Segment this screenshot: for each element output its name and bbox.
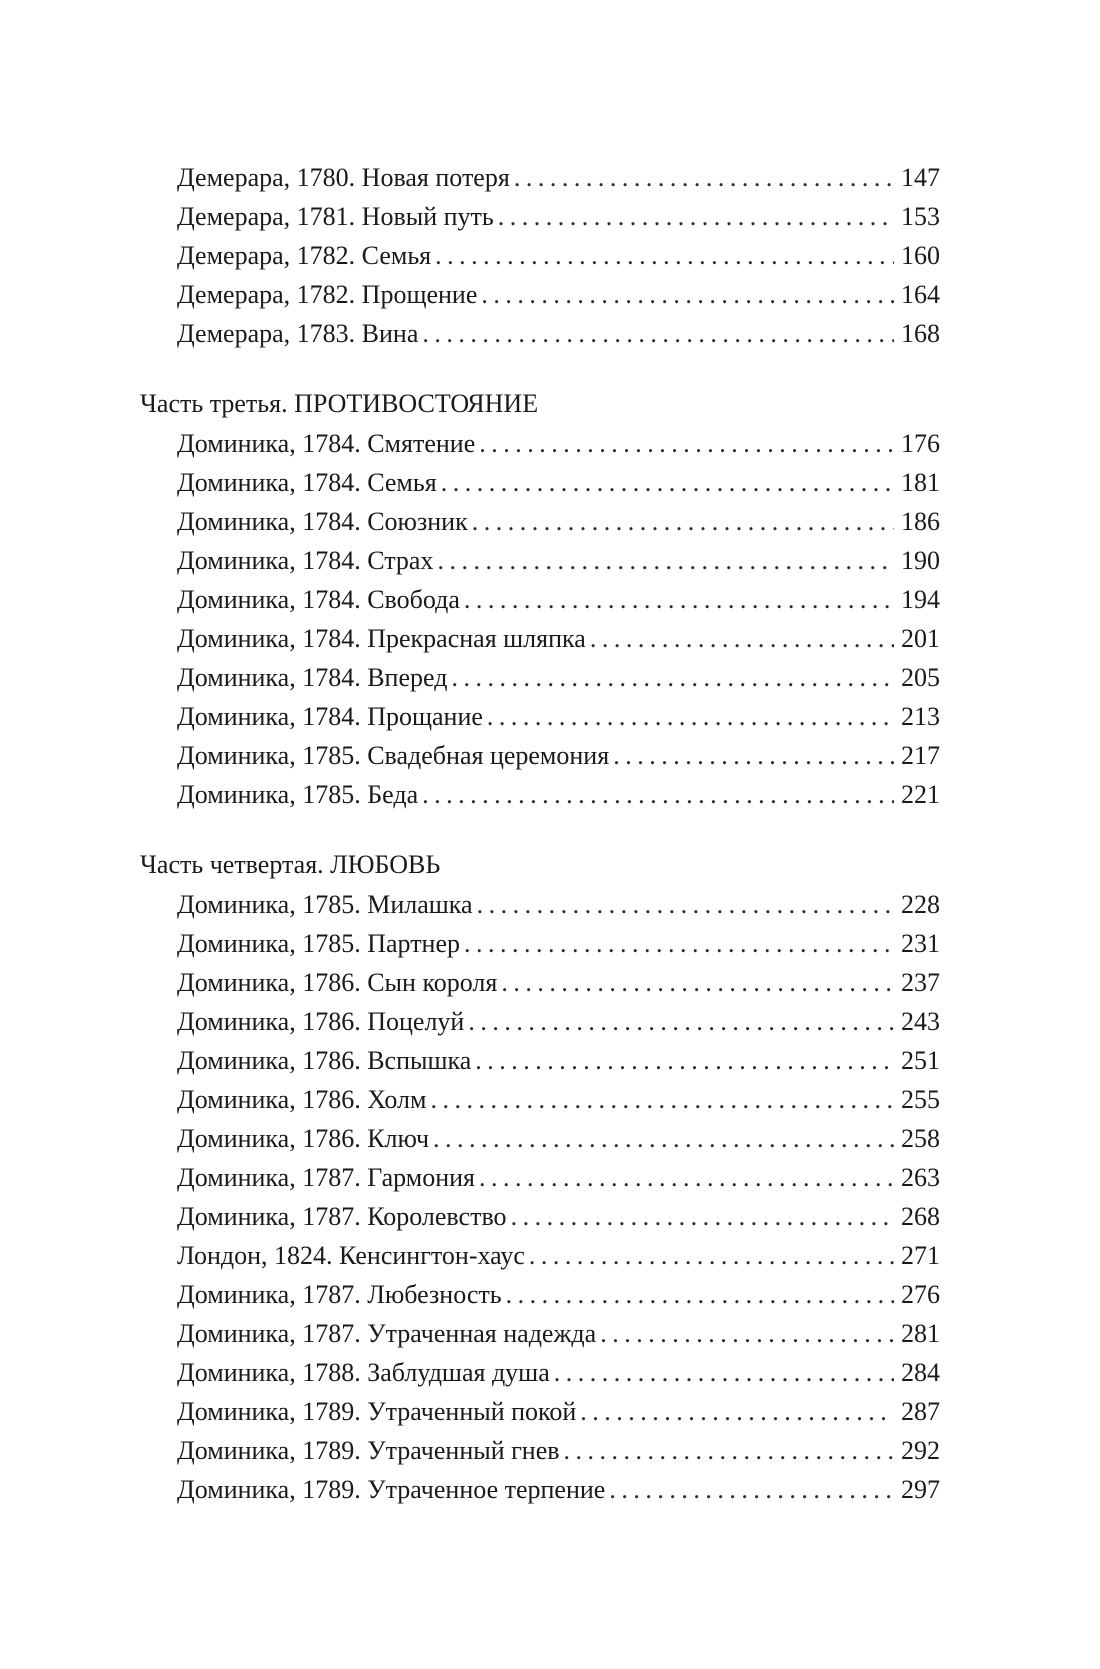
toc-entry xyxy=(140,1080,940,1119)
toc-entry xyxy=(140,963,940,1002)
dot-leader xyxy=(487,697,894,736)
toc-entry-page: 237 xyxy=(901,968,940,997)
toc-entry xyxy=(140,236,940,275)
toc-entry xyxy=(140,1158,940,1197)
toc-group-continued xyxy=(140,158,940,353)
toc-entry-title: Доминика, 1785. Беда xyxy=(177,780,419,809)
toc-entry xyxy=(140,580,940,619)
dot-leader xyxy=(511,1197,894,1236)
toc-entry xyxy=(140,885,940,924)
dot-leader xyxy=(433,1119,894,1158)
toc-entry xyxy=(140,697,940,736)
toc-entry-page: 284 xyxy=(901,1358,940,1387)
toc-entry xyxy=(140,197,940,236)
dot-leader xyxy=(472,502,894,541)
toc-entry xyxy=(140,1197,940,1236)
toc-entry-page: 221 xyxy=(901,780,940,809)
toc-group-part-four xyxy=(140,847,940,1509)
toc-entry-page: 181 xyxy=(901,468,940,497)
toc-entry-page: 263 xyxy=(901,1163,940,1192)
toc-entry-title: Демерара, 1782. Прощение xyxy=(177,280,478,309)
toc-entry-page: 190 xyxy=(901,546,940,575)
dot-leader xyxy=(437,541,894,580)
toc-entry-page: 168 xyxy=(901,319,940,348)
toc-entry-page: 231 xyxy=(901,929,940,958)
toc-entry-title: Доминика, 1789. Утраченный покой xyxy=(177,1397,577,1426)
toc-entry-title: Доминика, 1784. Вперед xyxy=(177,663,448,692)
toc-entry xyxy=(140,619,940,658)
dot-leader xyxy=(430,1080,894,1119)
toc-entry-page: 251 xyxy=(901,1046,940,1075)
toc-entry xyxy=(140,924,940,963)
toc-entry-page: 147 xyxy=(901,163,940,192)
toc-entry-page: 160 xyxy=(901,241,940,270)
toc-group-part-three xyxy=(140,386,940,814)
toc-entry xyxy=(140,1002,940,1041)
toc-entry xyxy=(140,424,940,463)
dot-leader xyxy=(475,1041,894,1080)
dot-leader xyxy=(613,736,894,775)
toc-entry-title: Демерара, 1783. Вина xyxy=(177,319,419,348)
toc-entry-page: 255 xyxy=(901,1085,940,1114)
toc-entry-title: Доминика, 1784. Прекрасная шляпка xyxy=(177,624,586,653)
dot-leader xyxy=(498,197,894,236)
toc-entry xyxy=(140,1314,940,1353)
dot-leader xyxy=(590,619,894,658)
dot-leader xyxy=(435,236,894,275)
toc-entry-title: Доминика, 1784. Свобода xyxy=(177,585,460,614)
toc-entry xyxy=(140,314,940,353)
toc-entry-title: Демерара, 1782. Семья xyxy=(177,241,432,270)
toc-entry-page: 217 xyxy=(901,741,940,770)
toc-entry xyxy=(140,502,940,541)
toc-entry-page: 276 xyxy=(901,1280,940,1309)
dot-leader xyxy=(481,275,894,314)
toc-entry-page: 268 xyxy=(901,1202,940,1231)
dot-leader xyxy=(609,1470,894,1509)
toc-entry-page: 271 xyxy=(901,1241,940,1270)
toc-entry xyxy=(140,158,940,197)
toc-entry xyxy=(140,541,940,580)
dot-leader xyxy=(479,1158,894,1197)
toc-entry xyxy=(140,658,940,697)
toc-entry-title: Доминика, 1786. Поцелуй xyxy=(177,1007,465,1036)
toc-entry-title: Лондон, 1824. Кенсингтон-хаус xyxy=(177,1241,525,1270)
dot-leader xyxy=(479,424,894,463)
toc-entry-page: 287 xyxy=(901,1397,940,1426)
toc-entry-page: 297 xyxy=(901,1475,940,1504)
part-heading: Часть четвертая. ЛЮБОВЬ xyxy=(140,850,441,879)
dot-leader xyxy=(441,463,894,502)
toc-entry-page: 194 xyxy=(901,585,940,614)
table-of-contents xyxy=(140,158,940,1509)
toc-entry-title: Доминика, 1787. Утраченная надежда xyxy=(177,1319,597,1348)
toc-entry-title: Доминика, 1784. Страх xyxy=(177,546,434,575)
part-heading: Часть третья. ПРОТИВОСТОЯНИЕ xyxy=(140,389,539,418)
toc-entry-title: Доминика, 1786. Вспышка xyxy=(177,1046,472,1075)
toc-entry xyxy=(140,463,940,502)
toc-entry-title: Доминика, 1787. Королевство xyxy=(177,1202,507,1231)
toc-entry-title: Доминика, 1789. Утраченное терпение xyxy=(177,1475,606,1504)
toc-entry xyxy=(140,1041,940,1080)
dot-leader xyxy=(564,1431,894,1470)
toc-entry xyxy=(140,736,940,775)
toc-entry xyxy=(140,1431,940,1470)
toc-entry xyxy=(140,1353,940,1392)
toc-entry-title: Доминика, 1786. Сын короля xyxy=(177,968,498,997)
dot-leader xyxy=(580,1392,894,1431)
toc-entry xyxy=(140,1275,940,1314)
toc-entry-page: 205 xyxy=(901,663,940,692)
toc-entry-title: Доминика, 1787. Любезность xyxy=(177,1280,502,1309)
toc-entry-page: 186 xyxy=(901,507,940,536)
toc-entry-title: Доминика, 1784. Прощание xyxy=(177,702,483,731)
toc-entry-title: Доминика, 1786. Ключ xyxy=(177,1124,430,1153)
dot-leader xyxy=(514,158,894,197)
dot-leader xyxy=(506,1275,894,1314)
dot-leader xyxy=(529,1236,894,1275)
toc-entry-page: 201 xyxy=(901,624,940,653)
toc-entry-page: 176 xyxy=(901,429,940,458)
dot-leader xyxy=(468,1002,894,1041)
toc-entry xyxy=(140,1392,940,1431)
toc-entry-page: 281 xyxy=(901,1319,940,1348)
toc-entry xyxy=(140,1236,940,1275)
toc-entry-page: 258 xyxy=(901,1124,940,1153)
toc-entry-page: 292 xyxy=(901,1436,940,1465)
toc-entry-page: 153 xyxy=(901,202,940,231)
dot-leader xyxy=(477,885,894,924)
toc-entry xyxy=(140,775,940,814)
dot-leader xyxy=(422,314,894,353)
toc-entry-title: Доминика, 1785. Партнер xyxy=(177,929,461,958)
toc-entry-title: Доминика, 1784. Смятение xyxy=(177,429,476,458)
toc-entry-page: 213 xyxy=(901,702,940,731)
dot-leader xyxy=(554,1353,894,1392)
toc-entry-title: Доминика, 1788. Заблудшая душа xyxy=(177,1358,550,1387)
toc-entry-page: 243 xyxy=(901,1007,940,1036)
toc-entry-page: 228 xyxy=(901,890,940,919)
toc-entry-title: Демерара, 1781. Новый путь xyxy=(177,202,494,231)
toc-entry-title: Доминика, 1786. Холм xyxy=(177,1085,427,1114)
toc-entry xyxy=(140,1470,940,1509)
toc-entry-title: Доминика, 1785. Милашка xyxy=(177,890,473,919)
toc-entry-title: Доминика, 1785. Свадебная церемония xyxy=(177,741,610,770)
dot-leader xyxy=(422,775,894,814)
toc-entry-page: 164 xyxy=(901,280,940,309)
toc-entry-title: Доминика, 1784. Союзник xyxy=(177,507,468,536)
dot-leader xyxy=(501,963,894,1002)
dot-leader xyxy=(451,658,894,697)
toc-entry-title: Доминика, 1787. Гармония xyxy=(177,1163,475,1192)
dot-leader xyxy=(464,924,894,963)
toc-entry-title: Доминика, 1784. Семья xyxy=(177,468,437,497)
dot-leader xyxy=(600,1314,894,1353)
toc-entry-title: Доминика, 1789. Утраченный гнев xyxy=(177,1436,560,1465)
toc-entry xyxy=(140,1119,940,1158)
toc-entry-title: Демерара, 1780. Новая потеря xyxy=(177,163,510,192)
toc-entry xyxy=(140,275,940,314)
dot-leader xyxy=(464,580,894,619)
